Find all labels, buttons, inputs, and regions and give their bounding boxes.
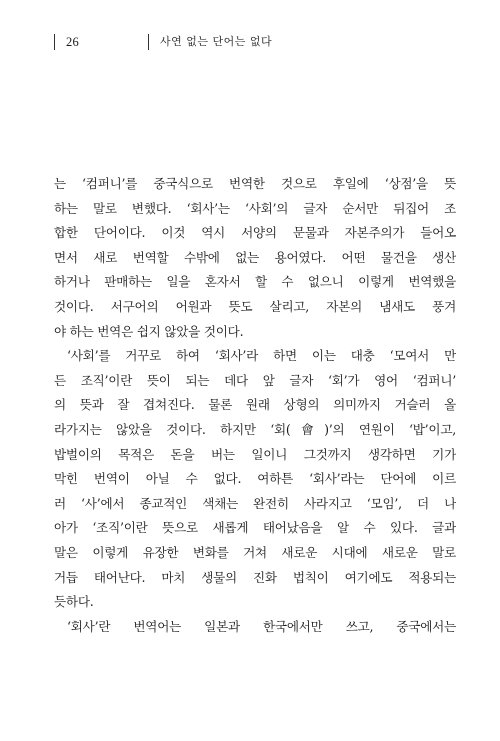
text-line: 는 ‘컴퍼니’를 중국식으로 번역한 것으로 후일에 ‘상점’을 뜻: [54, 176, 456, 191]
running-title: 사연 없는 단어는 없다: [160, 35, 273, 48]
text-line: ‘회사’란 번역어는 일본과 한국에서만 쓰고, 중국에서는: [67, 618, 456, 634]
text-line: 야 하는 번역은 쉽지 않았을 것이다.: [54, 323, 244, 339]
text-line: 하는 말로 변했다. ‘회사’는 ‘사회’의 글자 순서만 뒤집어 조: [54, 200, 456, 216]
text-line: 라가지는 않았을 것이다. 하지만 ‘회(會)’의 연원이 ‘밥’이고,: [54, 421, 456, 437]
text-line: 합한 단어이다. 이것 역시 서양의 문물과 자본주의가 들어오: [54, 225, 456, 241]
header-rule-right: [148, 34, 149, 50]
text-line: 것이다. 서구어의 어원과 뜻도 살리고, 자본의 냄새도 풍겨: [54, 298, 456, 314]
text-line: 하거나 판매하는 일을 혼자서 할 수 없으니 이렇게 번역했을: [54, 274, 456, 290]
running-header: [0, 34, 500, 52]
text-line: ‘사회’를 거꾸로 하여 ‘회사’라 하면 이는 대충 ‘모여서 만: [67, 348, 456, 364]
text-line: 러 ‘사’에서 종교적인 색채는 완전히 사라지고 ‘모임’, 더 나: [54, 495, 456, 511]
body-text: [54, 172, 456, 639]
paragraph-1: [54, 172, 456, 344]
text-line: 듯하다.: [54, 594, 94, 610]
paragraph-2: [54, 344, 456, 615]
text-line: 든 조직’이란 뜻이 되는 데다 앞 글자 ‘회’가 영어 ‘컴퍼니’: [54, 372, 456, 388]
header-rule-left: [54, 34, 55, 50]
page-number: 26: [66, 35, 80, 49]
text-line: 말은 이렇게 유장한 변화를 거쳐 새로운 시대에 새로운 말로: [54, 544, 456, 560]
text-line: 의 뜻과 잘 겹쳐진다. 물론 원래 상형의 의미까지 거슬러 올: [54, 397, 456, 413]
paragraph-3: [54, 615, 456, 640]
text-line: 거듭 태어난다. 마치 생물의 진화 법칙이 여기에도 적용되는: [54, 569, 456, 585]
text-line: 밥벌이의 목적은 돈을 버는 일이니 그것까지 생각하면 기가: [54, 446, 456, 462]
text-line: 막힌 번역이 아닐 수 없다. 여하튼 ‘회사’라는 단어에 이르: [54, 471, 456, 487]
text-line: 아가 ‘조직’이란 뜻으로 새롭게 태어났음을 알 수 있다. 글과: [54, 520, 456, 536]
text-line: 면서 새로 번역할 수밖에 없는 용어였다. 어떤 물건을 생산: [54, 249, 456, 265]
